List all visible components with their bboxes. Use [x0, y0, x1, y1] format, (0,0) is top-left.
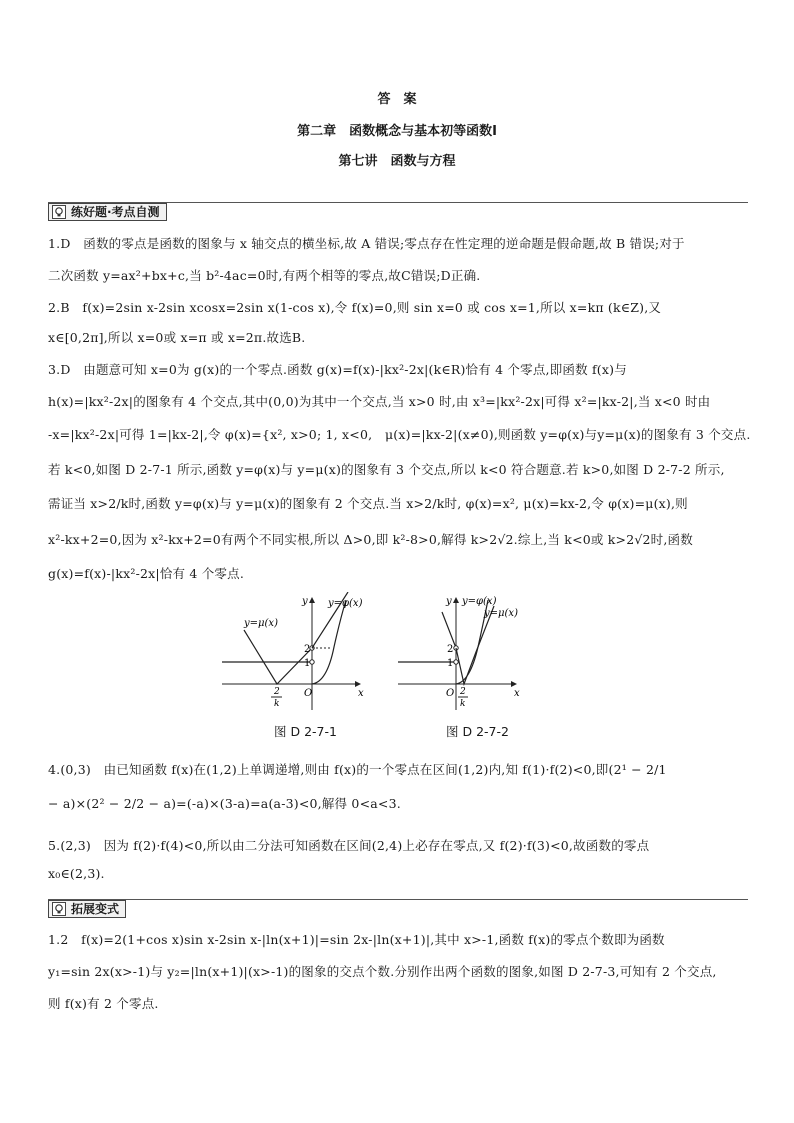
- mu-left-branch: [244, 630, 312, 684]
- tick-1: 1: [447, 658, 454, 669]
- xtick-numerator: 2: [274, 687, 280, 697]
- section-tag-extension: [48, 900, 126, 918]
- section-rule: [48, 899, 748, 900]
- answer-line: h(x)=|kx²-2x|的图象有 4 个交点,其中(0,0)为其中一个交点,当 x>0 时,由 x³=|kx²-2x|可得 x²=|kx-2|,当 x<0 时由: [48, 394, 711, 409]
- answer-line: − a)×(2² − 2/2 − a)=(-a)×(3-a)=a(a-3)<0,解得 0<a<3.: [48, 796, 401, 811]
- xtick-denominator: k: [460, 699, 466, 709]
- chapter-title: 第二章 函数概念与基本初等函数Ⅰ: [297, 124, 497, 139]
- mu-label: y=μ(x): [244, 618, 278, 629]
- answer-line: x²-kx+2=0,因为 x²-kx+2=0有两个不同实根,所以 Δ>0,即 k²-8>0,解得 k>2√2.综上,当 k<0或 k>2√2时,函数: [48, 532, 693, 547]
- answer-line: -x=|kx²-2x|可得 1=|kx-2|,令 φ(x)={x², x>0; 1, x<0, μ(x)=|kx-2|(x≠0),则函数 y=φ(x)与y=μ(x)的图象有 3 个交点.: [48, 427, 751, 442]
- y-axis-label: y: [446, 596, 452, 607]
- mu-left-branch: [442, 612, 456, 648]
- figure-caption: 图 D 2-7-1: [274, 724, 337, 739]
- tick-2: 2: [447, 644, 454, 655]
- answer-line: 二次函数 y=ax²+bx+c,当 b²-4ac=0时,有两个相等的零点,故C错误;D正确.: [48, 268, 481, 283]
- answer-line: 若 k<0,如图 D 2-7-1 所示,函数 y=φ(x)与 y=μ(x)的图象有 3 个交点,所以 k<0 符合题意.若 k>0,如图 D 2-7-2 所示,: [48, 462, 725, 477]
- answer-line: 则 f(x)有 2 个零点.: [48, 996, 159, 1011]
- origin-label: O: [304, 688, 313, 699]
- figure-d-2-7-1: [222, 592, 372, 712]
- answer-title: 答 案: [377, 92, 417, 107]
- origin-label: O: [446, 688, 455, 699]
- phi-label: y=φ(x): [462, 596, 497, 607]
- answer-line: x₀∈(2,3).: [48, 866, 105, 881]
- answer-line: 2.B f(x)=2sin x-2sin xcosx=2sin x(1-cos x),令 f(x)=0,则 sin x=0 或 cos x=1,所以 x=kπ (k∈Z),又: [48, 300, 662, 315]
- answer-line: x∈[0,2π],所以 x=0或 x=π 或 x=2π.故选B.: [48, 330, 306, 345]
- lightbulb-icon: [52, 205, 66, 219]
- open-point: [454, 660, 458, 664]
- answer-line: 3.D 由题意可知 x=0为 g(x)的一个零点.函数 g(x)=f(x)-|kx²-2x|(k∈R)恰有 4 个零点,即函数 f(x)与: [48, 362, 627, 377]
- answer-line: 4.(0,3) 由已知函数 f(x)在(1,2)上单调递增,则由 f(x)的一个零点在区间(1,2)内,知 f(1)·f(2)<0,即(2¹ − 2/1: [48, 762, 667, 777]
- lightbulb-icon: [52, 902, 66, 916]
- x-axis-label: x: [358, 688, 364, 699]
- xtick-denominator: k: [274, 699, 280, 709]
- section-tag-label: 练好题·考点自测: [71, 205, 160, 219]
- answer-line: 1.D 函数的零点是函数的图象与 x 轴交点的横坐标,故 A 错误;零点存在性定理的逆命题是假命题,故 B 错误;对于: [48, 236, 685, 251]
- xtick-numerator: 2: [460, 687, 466, 697]
- answer-line: g(x)=f(x)-|kx²-2x|恰有 4 个零点.: [48, 566, 244, 581]
- lecture-title: 第七讲 函数与方程: [338, 154, 456, 169]
- tick-2: 2: [304, 644, 311, 655]
- phi-label: y=φ(x): [328, 598, 363, 609]
- open-point: [310, 660, 314, 664]
- x-axis-label: x: [514, 688, 520, 699]
- answer-line: y₁=sin 2x(x>-1)与 y₂=|ln(x+1)|(x>-1)的图象的交点个数.分别作出两个函数的图象,如图 D 2-7-3,可知有 2 个交点,: [48, 964, 717, 979]
- answer-line: 1.2 f(x)=2(1+cos x)sin x-2sin x-|ln(x+1)|=sin 2x-|ln(x+1)|,其中 x>-1,函数 f(x)的零点个数即为函数: [48, 932, 665, 947]
- y-axis-label: y: [302, 596, 308, 607]
- figure-caption: 图 D 2-7-2: [446, 724, 509, 739]
- section-tag-practice: [48, 203, 167, 221]
- answer-line: 需证当 x>2/k时,函数 y=φ(x)与 y=μ(x)的图象有 2 个交点.当 x>2/k时, φ(x)=x², μ(x)=kx-2,令 φ(x)=μ(x),则: [48, 496, 688, 511]
- section-tag-label: 拓展变式: [71, 902, 120, 916]
- answer-line: 5.(2,3) 因为 f(2)·f(4)<0,所以由二分法可知函数在区间(2,4)上必存在零点,又 f(2)·f(3)<0,故函数的零点: [48, 838, 650, 853]
- figure-d-2-7-2: [398, 592, 528, 712]
- mu-label: y=μ(x): [484, 608, 518, 619]
- tick-1: 1: [304, 658, 311, 669]
- phi-right-branch: [312, 600, 346, 684]
